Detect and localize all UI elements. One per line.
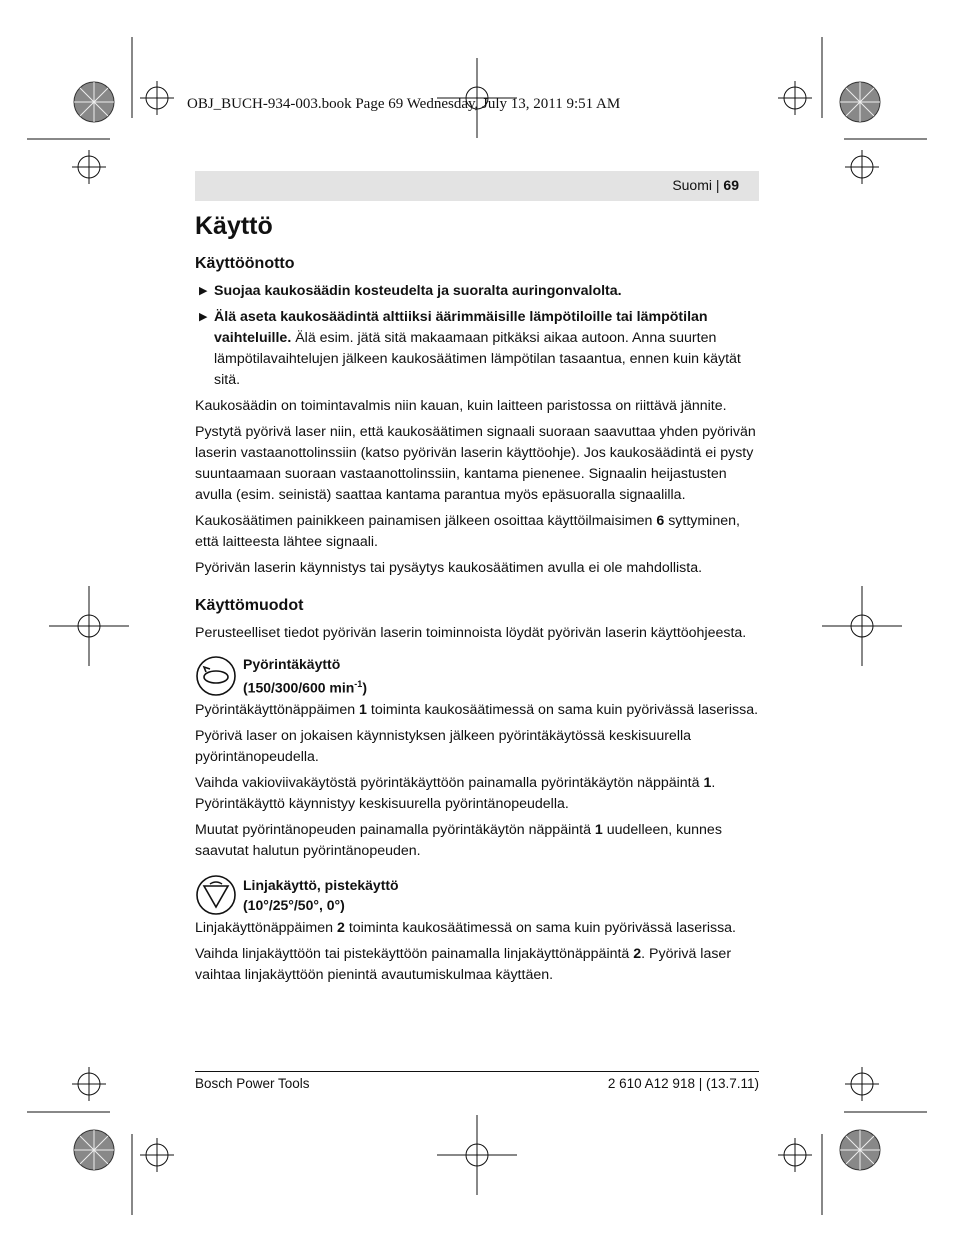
rotation-mode-icon xyxy=(195,655,237,697)
line-mode-label xyxy=(243,875,399,915)
paragraph xyxy=(195,773,759,815)
bullet-text: Älä esim. jätä sitä makaamaan pitkäksi aikaa autoon. Anna suurten lämpötilavaihtelujen jälkeen kaukosäätimen lämpötilan tasaantua, ennen kuin käytät sitä. xyxy=(214,330,741,388)
section-heading-kayttoonotto: Käyttöönotto xyxy=(195,255,295,272)
ref-number: 1 xyxy=(359,701,367,718)
bullet-text: Suojaa kaukosäädin kosteudelta ja suoralta auringonvalolta. xyxy=(214,283,622,299)
ref-number: 1 xyxy=(703,774,712,791)
section-heading-kayttomuodot: Käyttömuodot xyxy=(195,597,304,614)
paragraph: Pyörivän laserin käynnistys tai pysäytys kaukosäätimen avulla ei ole mahdollista. xyxy=(195,560,703,576)
page-header-bar xyxy=(195,171,759,201)
line-mode-icon xyxy=(195,874,237,916)
ref-number: 6 xyxy=(656,513,665,529)
label-line: Pyörintäkäyttö xyxy=(243,656,341,672)
paragraph: Kaukosäädin on toimintavalmis niin kauan, kuin laitteen paristossa on riittävä jännite. xyxy=(195,398,727,414)
paragraph: Pystytä pyörivä laser niin, että kaukosäätimen signaali suoraan saavuttaa yhden pyörivän laserin vastaanottolinssiin (katso pyörivän laserin käyttöohje). Jos kaukosäädintä ei pysty suuntaamaan suoraan vastaanottolinssiin, kantama pienenee. Signaalin heijastusten avulla (esim. seinistä) saattaa kantama parantua myös epäsuoralla signaalilla. xyxy=(195,424,756,503)
text: Vaihda linjakäyttöön tai pistekäyttöön painamalla linjakäyttönäppäintä xyxy=(195,945,634,962)
text: Linjakäyttönäppäimen xyxy=(195,919,337,936)
paragraph xyxy=(195,511,759,553)
header-separator: | xyxy=(715,177,720,193)
text: . Pyörivä laser vaihtaa linjakäyttöön pienintä avautumiskulmaa käyttäen. xyxy=(195,945,732,983)
ref-number: 1 xyxy=(594,821,603,838)
text: syttyminen, että laitteesta lähtee signaali. xyxy=(195,513,740,550)
text: uudelleen, kunnes saavutat halutun pyörintänopeuden. xyxy=(195,821,722,859)
text: Kaukosäätimen painikkeen painamisen jälkeen osoittaa käyttöilmaisimen xyxy=(195,513,657,529)
ref-number: 2 xyxy=(336,919,345,936)
text: . Pyörintäkäyttö käynnistyy keskisuurella pyörintänopeudella. xyxy=(195,774,716,812)
text: Muutat pyörintänopeuden painamalla pyörintäkäytön näppäintä xyxy=(195,821,595,838)
paragraph xyxy=(195,700,759,721)
text: Pyörintäkäyttönäppäimen xyxy=(195,701,360,718)
page-content xyxy=(195,205,759,991)
page-header xyxy=(672,177,739,193)
print-slug: OBJ_BUCH-934-003.book Page 69 Wednesday, July 13, 2011 9:51 AM xyxy=(187,96,621,112)
footer-brand: Bosch Power Tools xyxy=(195,1076,310,1091)
triangle-bullet-icon: ▶ xyxy=(199,311,208,323)
paragraph xyxy=(195,918,759,939)
footer-docnumber: 2 610 A12 918 | (13.7.11) xyxy=(607,1076,759,1091)
bullet-text-bold: Älä aseta kaukosäädintä alttiiksi äärimmäisille lämpötiloille tai lämpötilan vaihteluille. xyxy=(214,309,708,346)
text: (150/300/600 min xyxy=(243,679,355,696)
paragraph xyxy=(195,820,759,862)
header-language: Suomi xyxy=(672,177,712,193)
rotation-mode-heading xyxy=(195,654,759,698)
header-page-number: 69 xyxy=(723,177,739,193)
label-line xyxy=(243,674,367,698)
paragraph: Pyörivä laser on jokaisen käynnistyksen jälkeen pyörintäkäytössä keskisuurella pyörintänopeudella. xyxy=(195,727,692,765)
triangle-bullet-icon: ▶ xyxy=(199,285,208,297)
superscript: -1 xyxy=(354,679,363,689)
rotation-mode-label xyxy=(243,654,367,698)
text: toiminta kaukosäätimessä on sama kuin pyörivässä laserissa. xyxy=(366,701,759,718)
text: Vaihda vakioviivakäytöstä pyörintäkäyttöön painamalla pyörintäkäytön näppäintä xyxy=(195,774,704,791)
warning-bullet xyxy=(195,281,759,302)
ref-number: 2 xyxy=(633,945,642,962)
text: ) xyxy=(362,679,367,696)
warning-bullet xyxy=(195,307,759,391)
label-line: Linjakäyttö, pistekäyttö xyxy=(243,876,399,893)
label-line: (10°/25°/50°, 0°) xyxy=(243,896,345,913)
footer-rule xyxy=(195,1071,759,1072)
line-mode-heading xyxy=(195,874,759,916)
text: toiminta kaukosäätimessä on sama kuin pyörivässä laserissa. xyxy=(344,919,736,936)
page-title: Käyttö xyxy=(195,212,273,240)
paragraph xyxy=(195,944,759,986)
paragraph: Perusteelliset tiedot pyörivän laserin toiminnoista löydät pyörivän laserin käyttöohjeesta. xyxy=(195,625,747,641)
